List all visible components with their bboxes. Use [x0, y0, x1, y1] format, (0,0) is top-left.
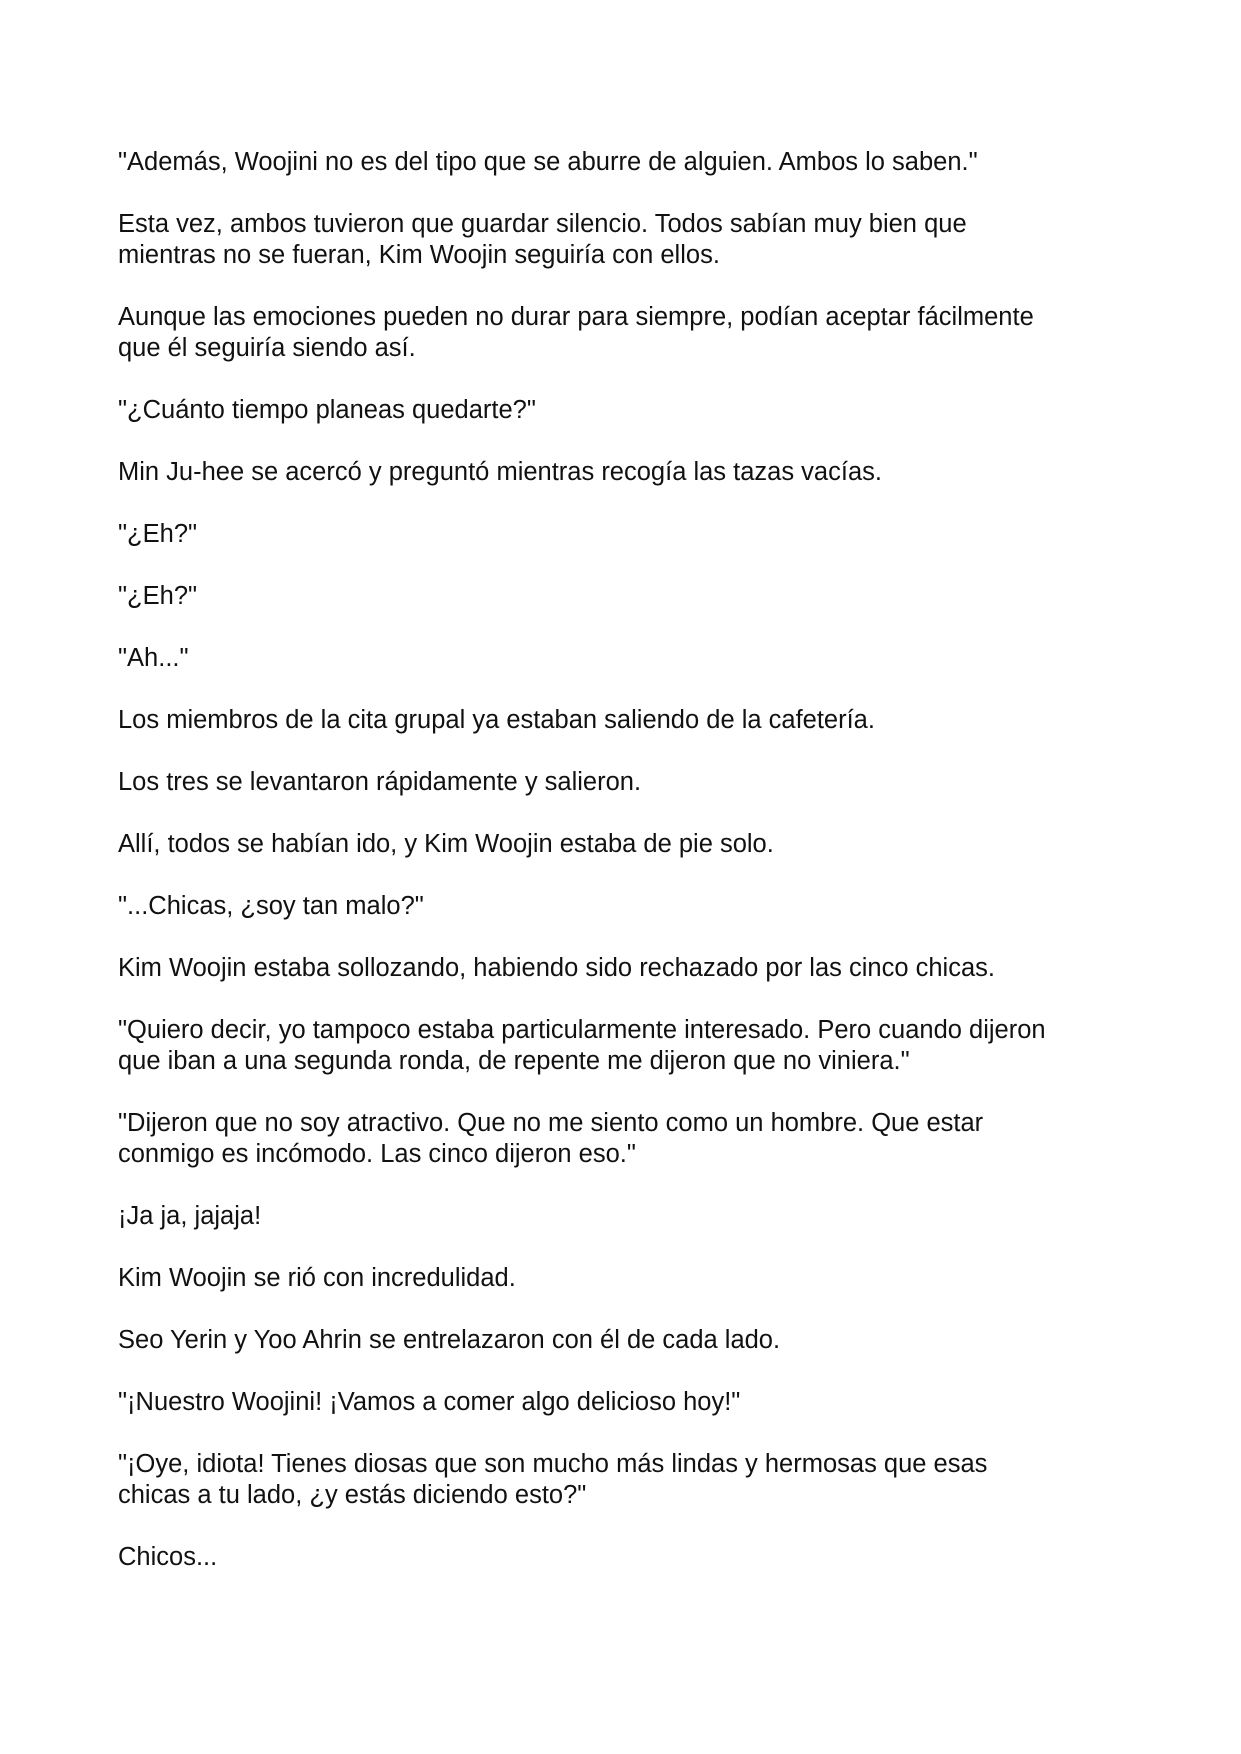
paragraph: "¡Oye, idiota! Tienes diosas que son mucho más lindas y hermosas que esas chicas a tu lado, ¿y estás diciendo esto?" [118, 1450, 988, 1509]
paragraph: "¿Eh?" [118, 520, 198, 548]
paragraph: Los tres se levantaron rápidamente y salieron. [118, 768, 642, 796]
paragraph: "¿Eh?" [118, 582, 198, 610]
paragraph: Chicos... [118, 1543, 218, 1571]
paragraph: Seo Yerin y Yoo Ahrin se entrelazaron con él de cada lado. [118, 1326, 781, 1354]
paragraph: "...Chicas, ¿soy tan malo?" [118, 892, 424, 920]
paragraph: Los miembros de la cita grupal ya estaban saliendo de la cafetería. [118, 706, 875, 734]
paragraph: Esta vez, ambos tuvieron que guardar silencio. Todos sabían muy bien que mientras no se fueran, Kim Woojin seguiría con ellos. [118, 210, 967, 269]
paragraph: "Ah..." [118, 644, 189, 672]
paragraph: Allí, todos se habían ido, y Kim Woojin estaba de pie solo. [118, 830, 774, 858]
paragraph: "Quiero decir, yo tampoco estaba particularmente interesado. Pero cuando dijeron que iban a una segunda ronda, de repente me dijeron que no viniera." [118, 1016, 1046, 1075]
paragraph: "Dijeron que no soy atractivo. Que no me siento como un hombre. Que estar conmigo es incómodo. Las cinco dijeron eso." [118, 1109, 984, 1168]
paragraph: Min Ju-hee se acercó y preguntó mientras recogía las tazas vacías. [118, 458, 882, 486]
document-body [118, 147, 1128, 1604]
paragraph: Aunque las emociones pueden no durar para siempre, podían aceptar fácilmente que él seguiría siendo así. [118, 303, 1034, 362]
paragraph: ¡Ja ja, jajaja! [118, 1202, 262, 1230]
paragraph: Kim Woojin estaba sollozando, habiendo sido rechazado por las cinco chicas. [118, 954, 995, 982]
paragraph: "Además, Woojini no es del tipo que se aburre de alguien. Ambos lo saben." [118, 148, 978, 176]
paragraph: Kim Woojin se rió con incredulidad. [118, 1264, 516, 1292]
paragraph: "¿Cuánto tiempo planeas quedarte?" [118, 396, 536, 424]
paragraph: "¡Nuestro Woojini! ¡Vamos a comer algo delicioso hoy!" [118, 1388, 741, 1416]
